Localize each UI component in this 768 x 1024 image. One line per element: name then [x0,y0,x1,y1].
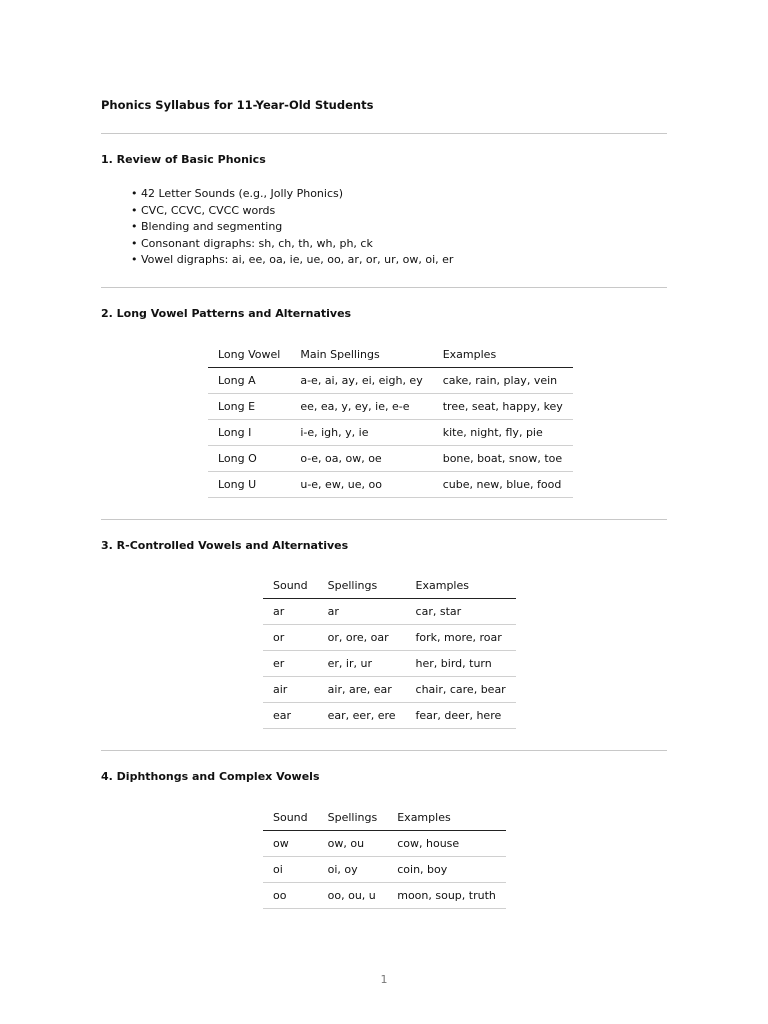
table-cell: air [263,677,318,703]
section-heading-r-controlled: 3. R-Controlled Vowels and Alternatives [101,539,349,552]
list-item: • 42 Letter Sounds (e.g., Jolly Phonics) [131,186,453,203]
table-cell: or, ore, oar [318,625,406,651]
table-cell: oi [263,857,318,883]
section-heading-basic-phonics: 1. Review of Basic Phonics [101,153,266,166]
column-header: Examples [406,573,516,599]
divider [101,750,667,751]
table-header-row [263,805,506,831]
table-cell: a-e, ai, ay, ei, eigh, ey [290,368,432,394]
table-cell: ear [263,703,318,729]
long-vowel-table [208,342,573,498]
table-row [263,651,516,677]
table-row [208,472,573,498]
table-header-row [208,342,573,368]
column-header: Spellings [318,805,388,831]
table-header-row [263,573,516,599]
table-row [208,368,573,394]
table-cell: ar [263,599,318,625]
divider [101,519,667,520]
column-header: Spellings [318,573,406,599]
r-controlled-table [263,573,516,729]
table-cell: fork, more, roar [406,625,516,651]
table-row [208,394,573,420]
table-cell: fear, deer, here [406,703,516,729]
table-cell: air, are, ear [318,677,406,703]
column-header: Sound [263,805,318,831]
table-cell: car, star [406,599,516,625]
table-cell: ar [318,599,406,625]
table-row [263,625,516,651]
table-cell: Long I [208,420,290,446]
table-cell: cube, new, blue, food [433,472,573,498]
table-cell: u-e, ew, ue, oo [290,472,432,498]
list-item: • Vowel digraphs: ai, ee, oa, ie, ue, oo, ar, or, ur, ow, oi, er [131,252,453,269]
table-cell: moon, soup, truth [387,883,506,909]
table-cell: er [263,651,318,677]
table-cell: or [263,625,318,651]
table-cell: Long O [208,446,290,472]
table-cell: chair, care, bear [406,677,516,703]
table-row [208,420,573,446]
table-cell: Long U [208,472,290,498]
table-cell: Long E [208,394,290,420]
table-cell: ee, ea, y, ey, ie, e-e [290,394,432,420]
divider [101,133,667,134]
list-item: • CVC, CCVC, CVCC words [131,203,453,220]
table-cell: oo [263,883,318,909]
table-cell: i-e, igh, y, ie [290,420,432,446]
column-header: Main Spellings [290,342,432,368]
basic-phonics-list [131,186,453,269]
page-number: 1 [380,973,388,986]
section-heading-diphthongs: 4. Diphthongs and Complex Vowels [101,770,320,783]
table-cell: tree, seat, happy, key [433,394,573,420]
table-cell: cow, house [387,831,506,857]
table-cell: o-e, oa, ow, oe [290,446,432,472]
table-cell: kite, night, fly, pie [433,420,573,446]
table-cell: her, bird, turn [406,651,516,677]
list-item: • Consonant digraphs: sh, ch, th, wh, ph, ck [131,236,453,253]
list-item: • Blending and segmenting [131,219,453,236]
table-cell: oo, ou, u [318,883,388,909]
table-cell: ow [263,831,318,857]
table-row [263,599,516,625]
table-cell: ow, ou [318,831,388,857]
column-header: Examples [433,342,573,368]
table-row [263,831,506,857]
table-cell: er, ir, ur [318,651,406,677]
column-header: Sound [263,573,318,599]
table-cell: oi, oy [318,857,388,883]
table-row [263,883,506,909]
table-cell: Long A [208,368,290,394]
divider [101,287,667,288]
table-cell: cake, rain, play, vein [433,368,573,394]
diphthongs-table [263,805,506,909]
table-row [208,446,573,472]
column-header: Long Vowel [208,342,290,368]
table-row [263,857,506,883]
section-heading-long-vowels: 2. Long Vowel Patterns and Alternatives [101,307,352,320]
table-cell: bone, boat, snow, toe [433,446,573,472]
document-title: Phonics Syllabus for 11-Year-Old Students [101,98,374,112]
table-cell: coin, boy [387,857,506,883]
table-cell: ear, eer, ere [318,703,406,729]
table-row [263,677,516,703]
table-row [263,703,516,729]
column-header: Examples [387,805,506,831]
